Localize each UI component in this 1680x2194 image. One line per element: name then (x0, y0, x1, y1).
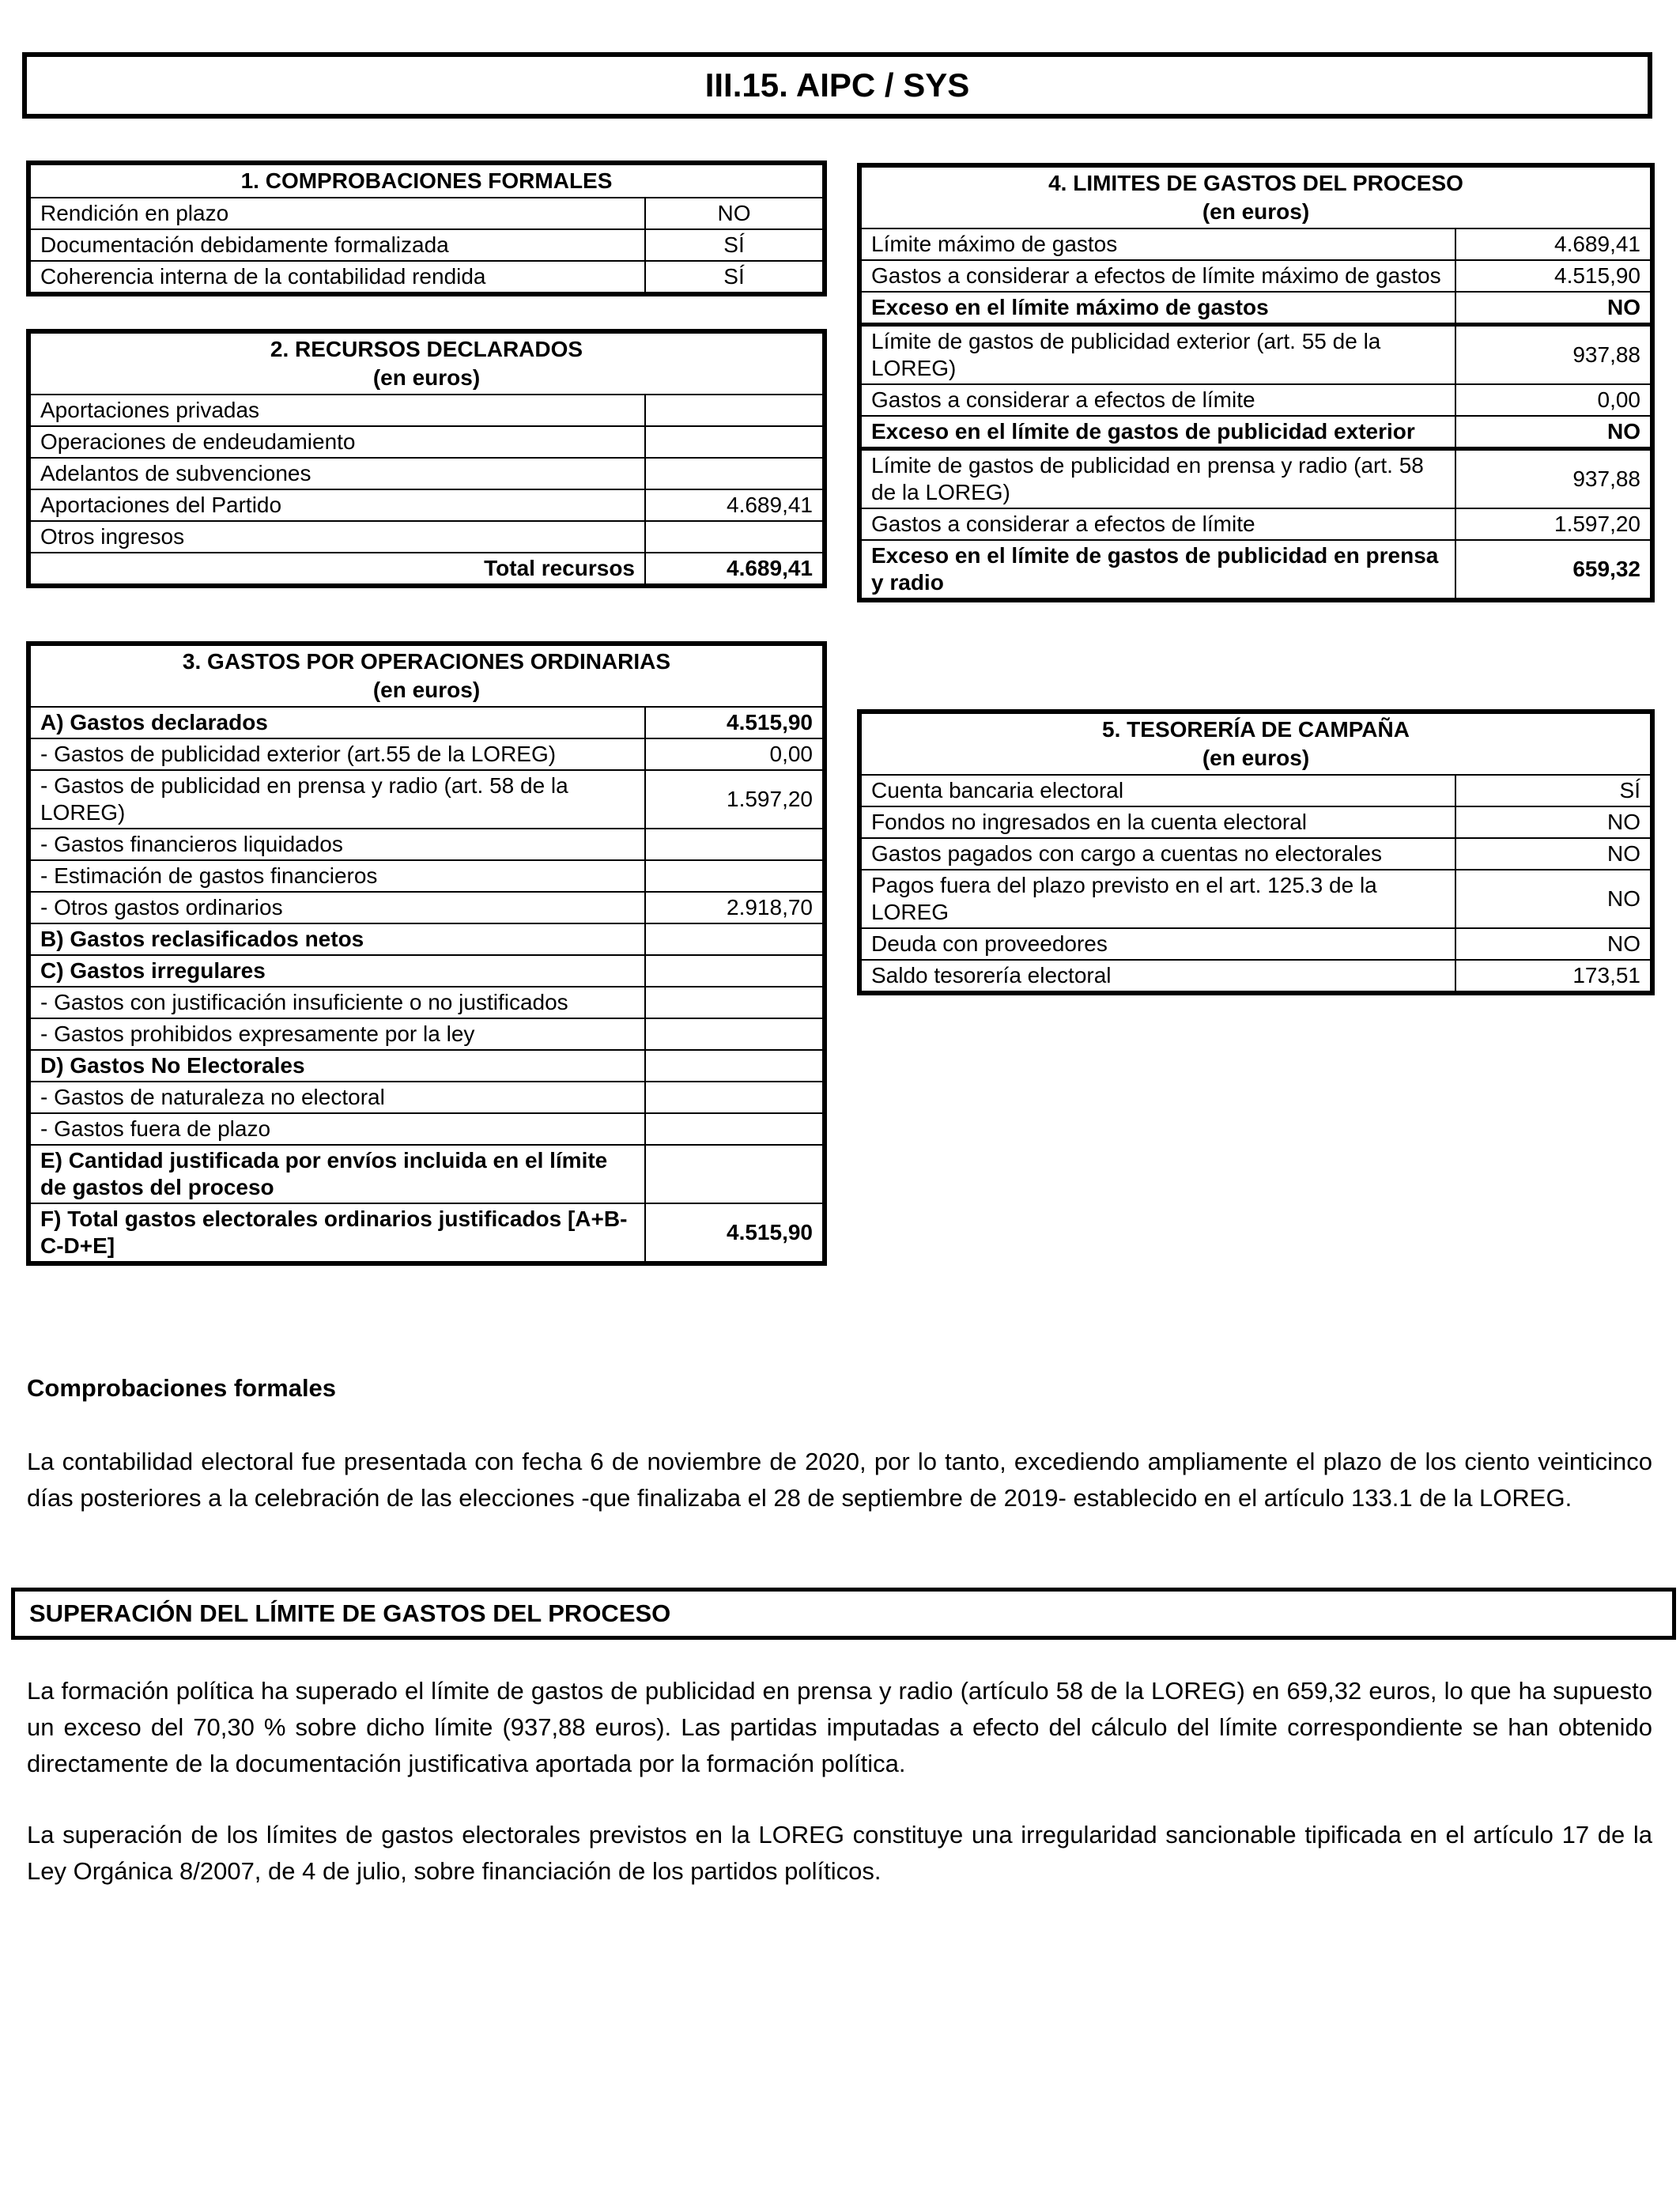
section-heading-comprobaciones: Comprobaciones formales (27, 1374, 337, 1402)
table-row: - Gastos de publicidad exterior (art.55 de la LOREG) 0,00 (28, 738, 825, 770)
table-row: Gastos a considerar a efectos de límite 1.597,20 (859, 508, 1652, 540)
table-row: Aportaciones privadas (28, 395, 825, 426)
table-row: Exceso en el límite de gastos de publicidad en prensa y radio 659,32 (859, 540, 1652, 600)
table-row: Coherencia interna de la contabilidad rendida SÍ (28, 261, 825, 294)
table-row: C) Gastos irregulares (28, 955, 825, 987)
paragraph: La formación política ha superado el límite de gastos de publicidad en prensa y radio (artículo 58 de la LOREG) en 659,32 euros, lo que ha supuesto un exceso del 70,30 % sobre dicho límite (937,88 euros). Las partidas imputadas a efecto del cálculo del límite correspondiente se han obtenido directamente de la documentación justificativa aportada por la formación política. (27, 1677, 1652, 1777)
table-title: 1. COMPROBACIONES FORMALES (28, 163, 825, 198)
table-row: Otros ingresos (28, 521, 825, 553)
table-title: 2. RECURSOS DECLARADOS (en euros) (28, 331, 825, 395)
table-row: Gastos pagados con cargo a cuentas no electorales NO (859, 838, 1652, 870)
table-title: 5. TESORERÍA DE CAMPAÑA (en euros) (859, 712, 1652, 775)
table-row: D) Gastos No Electorales (28, 1050, 825, 1082)
table-row: B) Gastos reclasificados netos (28, 923, 825, 955)
limites-gastos-table (857, 163, 1655, 602)
gastos-ordinarios-table (26, 641, 827, 1266)
tesoreria-campana-table (857, 709, 1655, 995)
table-row: A) Gastos declarados 4.515,90 (28, 707, 825, 738)
table-row: - Otros gastos ordinarios 2.918,70 (28, 892, 825, 923)
table-row: Deuda con proveedores NO (859, 928, 1652, 960)
table-row: Cuenta bancaria electoral SÍ (859, 775, 1652, 806)
total-row: Total recursos 4.689,41 (28, 553, 825, 586)
table-row: Rendición en plazo NO (28, 198, 825, 229)
table-row: Límite de gastos de publicidad en prensa y radio (art. 58 de la LOREG) 937,88 (859, 449, 1652, 509)
paragraph: La contabilidad electoral fue presentada con fecha 6 de noviembre de 2020, por lo tanto, excediendo ampliamente el plazo de los ciento veinticinco días posteriores a la celebración de las elecciones -que finalizaba el 28 de septiembre de 2019- establecido en el artículo 133.1 de la LOREG. (27, 1448, 1652, 1512)
table-row: - Gastos prohibidos expresamente por la ley (28, 1018, 825, 1050)
table-row: Pagos fuera del plazo previsto en el art. 125.3 de la LOREG NO (859, 870, 1652, 928)
recursos-declarados-table (26, 329, 827, 588)
table-row: Documentación debidamente formalizada SÍ (28, 229, 825, 261)
table-row: Exceso en el límite máximo de gastos NO (859, 292, 1652, 325)
table-row: - Gastos con justificación insuficiente o no justificados (28, 987, 825, 1018)
table-row: - Gastos financieros liquidados (28, 829, 825, 860)
page-title: III.15. AIPC / SYS (22, 52, 1652, 119)
table-row: Aportaciones del Partido 4.689,41 (28, 489, 825, 521)
table-row: Fondos no ingresados en la cuenta electoral NO (859, 806, 1652, 838)
table-row: Límite máximo de gastos 4.689,41 (859, 228, 1652, 260)
table-row: - Gastos de naturaleza no electoral (28, 1082, 825, 1113)
table-title: 4. LIMITES DE GASTOS DEL PROCESO (en euros) (859, 165, 1652, 228)
total-row: F) Total gastos electorales ordinarios justificados [A+B-C-D+E] 4.515,90 (28, 1203, 825, 1263)
table-title: 3. GASTOS POR OPERACIONES ORDINARIAS (en euros) (28, 644, 825, 707)
table-row: Gastos a considerar a efectos de límite máximo de gastos 4.515,90 (859, 260, 1652, 292)
table-row: Adelantos de subvenciones (28, 458, 825, 489)
table-row: - Estimación de gastos financieros (28, 860, 825, 892)
table-row: - Gastos de publicidad en prensa y radio (art. 58 de la LOREG) 1.597,20 (28, 770, 825, 829)
table-row: Operaciones de endeudamiento (28, 426, 825, 458)
section-title-box: SUPERACIÓN DEL LÍMITE DE GASTOS DEL PROCESO (11, 1588, 1676, 1640)
comprobaciones-formales-table (26, 160, 827, 296)
table-row: - Gastos fuera de plazo (28, 1113, 825, 1145)
table-row: Límite de gastos de publicidad exterior (art. 55 de la LOREG) 937,88 (859, 325, 1652, 385)
paragraph: La superación de los límites de gastos electorales previstos en la LOREG constituye una irregularidad sancionable tipificada en el artículo 17 de la Ley Orgánica 8/2007, de 4 de julio, sobre financiación de los partidos políticos. (27, 1821, 1652, 1885)
table-row: Saldo tesorería electoral 173,51 (859, 960, 1652, 993)
table-row: E) Cantidad justificada por envíos incluida en el límite de gastos del proceso (28, 1145, 825, 1203)
table-row: Gastos a considerar a efectos de límite 0,00 (859, 384, 1652, 416)
table-row: Exceso en el límite de gastos de publicidad exterior NO (859, 416, 1652, 449)
